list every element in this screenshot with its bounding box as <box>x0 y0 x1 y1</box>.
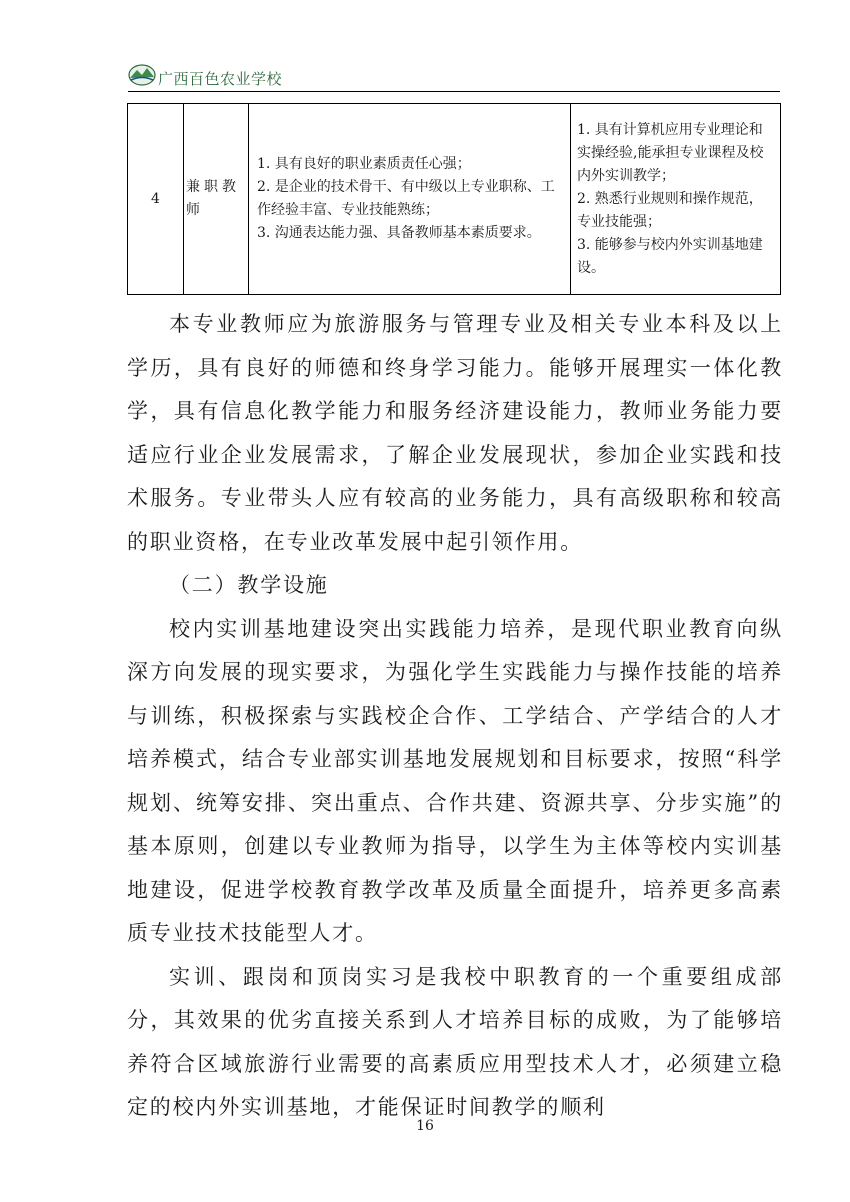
paragraph-teacher-qualifications: 本专业教师应为旅游服务与管理专业及相关专业本科及以上学历，具有良好的师德和终身学习能力。能够开展理实一体化教学，具有信息化教学能力和服务经济建设能力，教师业务能力要适应行业企业发展需求，了解企业发展现状，参加企业实践和技术服务。专业带头人应有较高的业务能力，具有高级职称和较高的职业资格，在专业改革发展中起引领作用。 <box>127 312 783 554</box>
requirement-item: 1. 具有良好的职业素质责任心强； <box>257 156 471 172</box>
paragraph-internship: 实训、跟岗和顶岗实习是我校中职教育的一个重要组成部分，其效果的优劣直接关系到人才培养目标的成败，为了能够培养符合区域旅游行业需要的高素质应用型技术人才，必须建立稳定的校内外实训基地，才能保证时间教学的顺利 <box>127 964 783 1119</box>
document-body <box>127 303 783 1130</box>
requirements-cell-b <box>571 104 781 295</box>
requirement-item: 2. 是企业的技术骨干、有中级以上专业职称、工作经验丰富、专业技能熟练； <box>257 179 555 218</box>
row-number: 4 <box>128 104 184 295</box>
table-row <box>128 104 781 295</box>
page-number: 16 <box>416 1118 434 1134</box>
header-rule <box>128 91 780 92</box>
school-logo-icon <box>128 62 156 86</box>
requirement-item: 1. 具有计算机应用专业理论和实操经验,能承担专业课程及校内外实训教学； <box>577 121 764 184</box>
requirements-cell-a <box>249 104 571 295</box>
school-name: 广西百色农业学校 <box>158 70 283 88</box>
page-header <box>128 58 780 94</box>
row-role: 兼职教师 <box>184 104 249 295</box>
requirement-item: 2. 熟悉行业规则和操作规范，专业技能强； <box>577 190 763 230</box>
requirement-item: 3. 沟通表达能力强、具备教师基本素质要求。 <box>257 225 541 241</box>
paragraph-training-base: 校内实训基地建设突出实践能力培养，是现代职业教育向纵深方向发展的现实要求，为强化学生实践能力与操作技能的培养与训练，积极探索与实践校企合作、工学结合、产学结合的人才培养模式，结合专业部实训基地发展规划和目标要求，按照“科学规划、统筹安排、突出重点、合作共建、资源共享、分步实施”的基本原则，创建以专业教师为指导，以学生为主体等校内实训基地建设，促进学校教育教学改革及质量全面提升，培养更多高素质专业技术技能型人才。 <box>127 616 783 945</box>
requirement-item: 3. 能够参与校内外实训基地建设。 <box>577 236 763 276</box>
section-heading: （二）教学设施 <box>169 573 329 597</box>
teacher-requirements-table <box>127 103 781 295</box>
